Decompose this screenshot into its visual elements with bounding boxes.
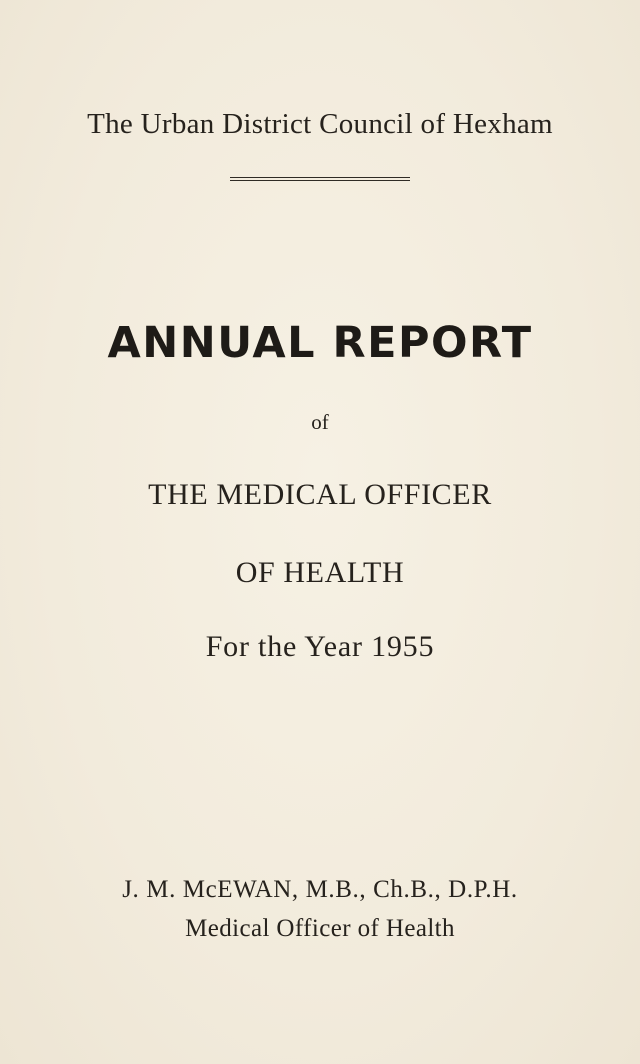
- report-heading: ANNUAL REPORT: [107, 318, 533, 368]
- subtitle-line-1: THE MEDICAL OFFICER: [148, 478, 492, 511]
- double-rule-divider: [230, 177, 410, 181]
- council-name: The Urban District Council of Hexham: [87, 108, 553, 140]
- of-connector: of: [311, 410, 329, 434]
- report-year: For the Year 1955: [205, 630, 435, 663]
- author-name: J. M. McEWAN, M.B., Ch.B., D.P.H.: [122, 876, 518, 903]
- author-role: Medical Officer of Health: [185, 915, 455, 942]
- subtitle-line-2: OF HEALTH: [235, 556, 405, 589]
